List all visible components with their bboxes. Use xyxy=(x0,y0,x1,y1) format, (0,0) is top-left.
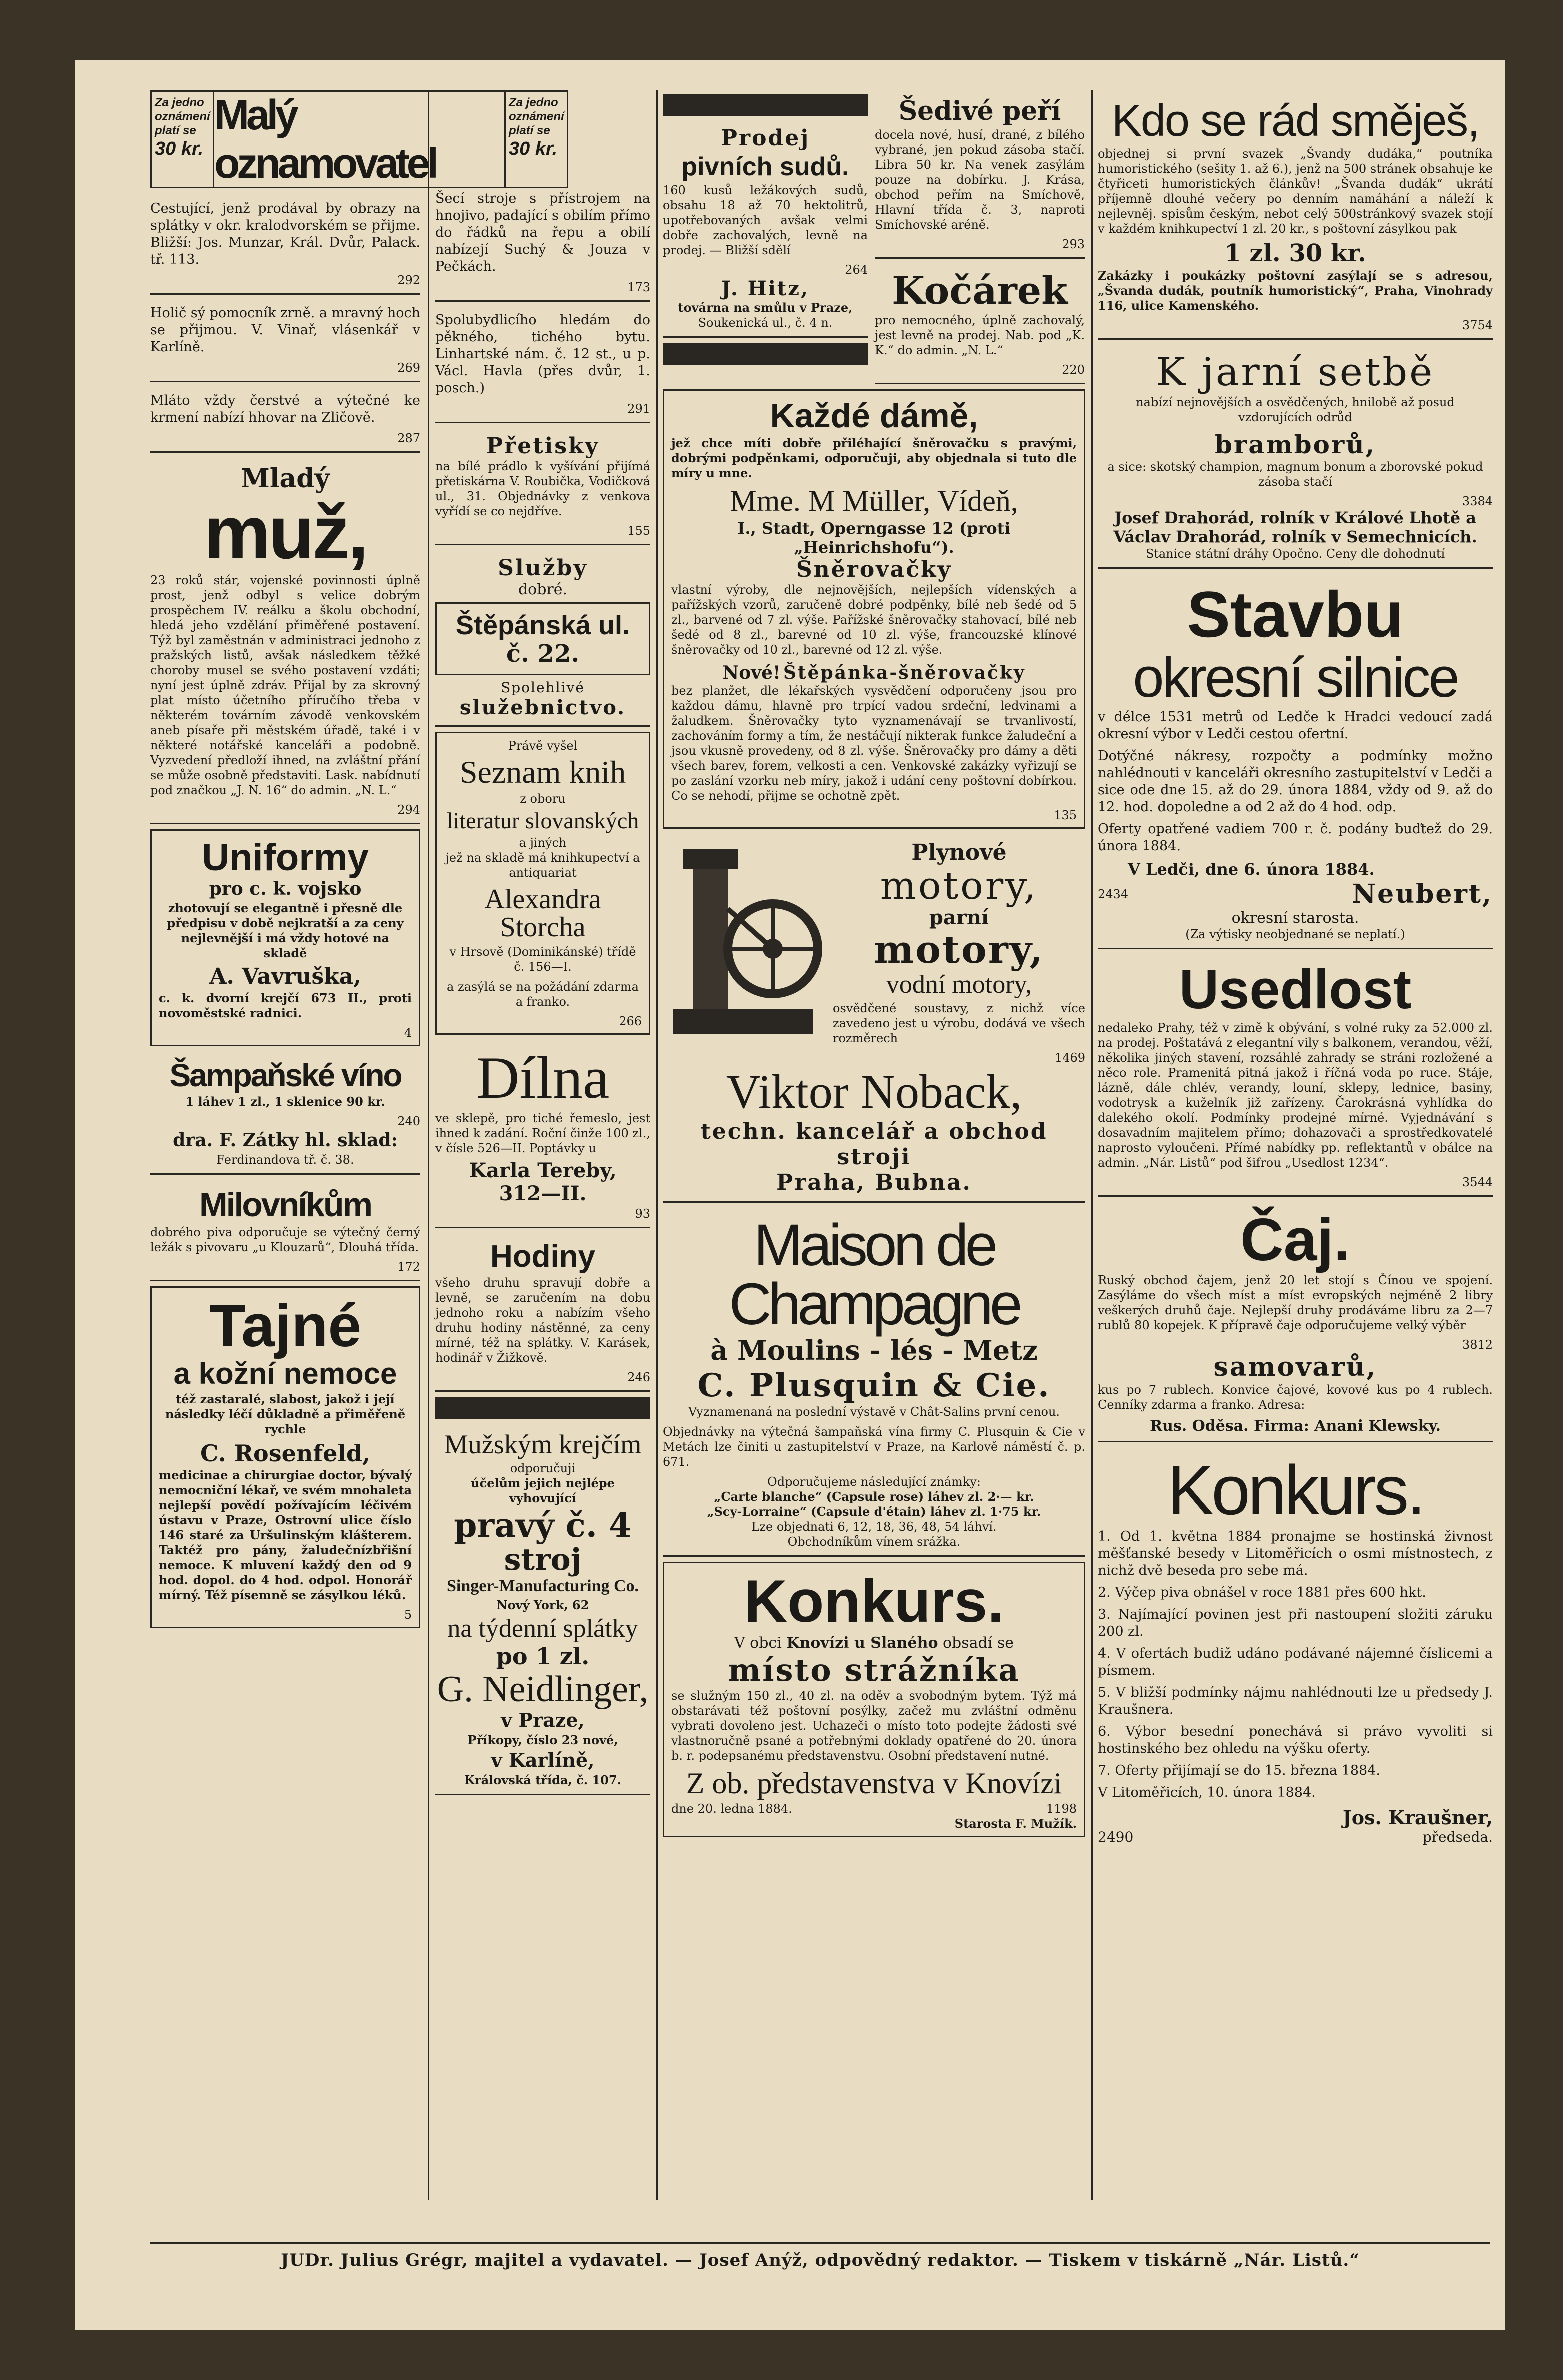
column-3 xyxy=(663,90,1085,1842)
divider-bar xyxy=(663,94,868,116)
section-title: Malý oznamovatel xyxy=(214,91,436,187)
classified-ad: Šecí stroje s přístrojem na hnojivo, padající s obilím přímo do řádků na řepu a obilí nabízejí Suchý & Jouza v Pečkách. 173 xyxy=(435,185,650,302)
classified-ad: Spolubydlicího hledám do pěkného, tichého bytu. Linhartské nám. č. 12 st., u p. Václ. Havla (přes dvůr, 1. posch.) 291 xyxy=(435,307,650,423)
tavern-lease-ad: Konkurs. 1. Od 1. května 1884 pronajme se hostinská živnost měšťanské besedy v Litoměřicích o osmi místnostech, z nichž dvě beseda pro sebe má. 2. Výčep piva obnášel v roce 1881 přes 600 hkt. 3. Najímající povinen jest při nastoupení složiti záruku 200 zl. 4. V ofertách budiž udáno podávané nájemné číslicemi a písmem. 5. V bližší podmínky nájmu nahlédnouti lze u předsedy J. Kraušnera. 6. Výbor besední ponechává si právo vyvoliti si hostinského bez ohledu na výšku oferty. 7. Oferty přijímají se do 15. března 1884. V Litoměřicích, 10. února 1884. Jos. Kraušner, 2490 předseda. xyxy=(1098,1451,1493,1845)
feather-ad: Šedivé peří docela nové, husí, drané, z bílého vybrané, jen pokud zásoba stačí. Libra 50 kr. Na venek zasýlám pouze na dobírku. J. Krása, obchod peřím na Smíchově, Hlavní třída č. 3, naproti Smíchovské aréně. 293 xyxy=(875,90,1085,259)
column-rule xyxy=(1091,90,1093,2200)
divider-bar xyxy=(435,1397,650,1419)
champagne-ad: Šampaňské víno 1 láhev 1 zl., 1 sklenice 90 kr. 240 dra. F. Zátky hl. sklad: Ferdinandova tř. č. 38. xyxy=(150,1051,420,1175)
divider-bar xyxy=(663,343,868,365)
job-seeker-ad: Mladý muž, 23 roků stár, vojenské povinnosti úplně prost, jenž odbyl s velice dobrým prospěchem IV. reálku a školu obchodní, hledá jeho vzdělání přiměřené postavení. Týž byl zaměstnán v administraci jednoho z pražských listů, avšak následkem těžké choroby musel se svého postavení vzdáti; nyní jest úplně zdráv. Přijal by za skrovný plat místo účetního příručího třeba v některém továrním závodě venkovském aneb písaře při městském úřadě, také i v některé notářské kanceláři a podobně. Vyzvedení předloží ihned, na zvláštní přání se může osobně představiti. Lask. nabídnutí pod značkou „J. N. 16“ do admin. „N. L.“ 294 xyxy=(150,458,420,824)
classified-ad: Holič sý pomocník zrně. a mravný hoch se přijmou. V. Vinař, vlásenkář v Karlíně. 269 xyxy=(150,300,420,382)
workshop-ad: Dílna ve sklepě, pro tiché řemeslo, jest ihned k zadání. Roční činže 100 zl., v čísle 526—II. Poptávky u Karla Tereby, 312—II. 93 xyxy=(435,1040,650,1228)
classified-ad: Cestující, jenž prodával by obrazy na splátky v okr. kralodvorském se přijme. Bližší: Jos. Munzar, Král. Dvůr, Palack. tř. 113. 292 xyxy=(150,195,420,295)
imprint-footer: JUDr. Julius Grégr, majitel a vydavatel. — Josef Anýž, odpovědný redaktor. — Tiskem v tiskárně „Nár. Listů.“ xyxy=(150,2242,1490,2270)
clock-ad: Hodiny všeho druhu spravují dobře a levně, se zaručením na dobu jednoho roku a nabízím všeho druhu hodiny nástěnné, za ceny mírné, též na splátky. V. Karásek, hodinář v Žižkově. 246 xyxy=(435,1233,650,1392)
price-box-left: Za jedno oznámení platí se 30 kr. xyxy=(152,92,214,187)
newspaper-page xyxy=(75,60,1505,2330)
uniform-ad: Uniformy pro c. k. vojsko zhotovují se elegantně i přesně dle předpisu v době nejkratší a za ceny nejlevnější i má vždy hotové na skladě A. Vavruška, c. k. dvorní krejčí 673 II., proti novoměstské radnici. 4 xyxy=(150,829,420,1046)
column-rule xyxy=(656,90,658,2200)
classified-ad: Mláto vždy čerstvé a výtečné ke krmení nabízí hhovar na Zličově. 287 xyxy=(150,387,420,453)
beer-ad: Milovníkům dobrého piva odporučuje se výtečný černý ležák s pivovaru „u Klouzarů“, Dlouhá třída. 172 xyxy=(150,1180,420,1281)
estate-ad: Usedlost nedaleko Prahy, též v zimě k obývání, s volné ruky za 52.000 zl. na prodej. Poštatává z elegantní vily s balkonem, verandou, věží, několika jiných stavení, rozsáhlé zahrady se stráni rozložené a něco role. Pramenitá pitná jakož i říčná voda po ruce. Stáje, lázně, dále chlév, verandy, louní, sklepy, lednice, basiny, vodotrysk a kuželník již zařízeny. Čarokrásná vyhlídka do dalekého okolí. Podmínky prodejné mírné. Vyjednávání s dosavadním majitelem přímo; dohazovači a sprostředkovatelé naprosto vyloučeni. Přímé nabídky pp. reflektantů v obálce na admin. „Nár. Listů“ pod šifrou „Usedlost 1234“. 3544 xyxy=(1098,954,1493,1197)
motor-ad: Plynové motory, parní motory, vodní motory, osvědčené soustavy, z nichž více zavedeno jest u výrobu, dodává ve všech rozměrech 1469 Viktor Noback, techn. kancelář a obchod stroji Praha, Bubna. xyxy=(663,834,1085,1203)
embroidery-ad: Přetisky na bílé prádlo k vyšívání přijímá přetiskárna V. Roubička, Vodičková ul., 31. Objednávky z venkova vyřídí se co nejdříve. 155 xyxy=(435,428,650,545)
sewing-machine-ad: Mužským krejčím odporučuji účelům jejich nejlépe vyhovující pravý č. 4 stroj Singer-Manufacturing Co. Nový York, 62 na týdenní splátky po 1 zl. G. Neidlinger, v Praze, Příkopy, číslo 23 nové, v Karlíně, Královská třída, č. 107. xyxy=(435,1423,650,1795)
humor-book-ad: Kdo se rád směješ, objednej si první svazek „Švandy dudáka,“ poutníka humoristického (sešity 1. až 6.), jenž na 500 stránek obsahuje ke čtyřiceti humoristických článkův! „Švanda dudák“ ukrátí příjemně dlouhé večery po denním namáhání a náleží k nejlevněj. spisům českým, nebot celý 500stránkový svazek stojí v každém knihkupectví 1 zl. 20 kr., s poštovní zásylkou pak 1 zl. 30 kr. Zakázky i poukázky poštovní zasýlají se s adresou, „Švanda dudák, poutník humoristický“, Praha, Vinohrady 116, ulice Kamenského. 3754 xyxy=(1098,90,1493,340)
competition-ad: Konkurs. V obci Knovízi u Slaného obsadí se místo strážníka se služným 150 zl., 40 zl. na oděv a svobodným bytem. Týž má obstarávati též poštovní posýlky, začež mu zvláštní odměnu vybrati dovoleno jest. Uchazeči o místo toto podejte žádosti své vlastnoručně psané a potřebnými doklady opatřené do 20. února b. r. podepsanému představenstvu. Osobní představení nutné. Z ob. představenstva v Knovízi dne 20. ledna 1884. 1198 Starosta F. Mužík. xyxy=(663,1562,1085,1837)
column-rule xyxy=(428,90,429,2200)
small-ads-header xyxy=(150,90,568,188)
bookshop-ad: Právě vyšel Seznam knih z oboru literatur slovanských a jiných jež na skladě má knihkupectví a antiquariat Alexandra Storcha v Hrsově (Dominikánské) třídě č. 156—I. a zasýlá se na požádání zdarma a franko. 266 xyxy=(435,732,650,1035)
corset-ad: Každé dámě, jež chce míti dobře přiléhající šněrovačku s pravými, dobrými podpěnkami, odporučuji, aby objednala si tuto dle míry u mne. Mme. M Müller, Vídeň, I., Stadt, Operngasse 12 (proti „Heinrichshofu“). Šněrovačky vlastní výroby, dle nejnovějších, nejlepších vídenských a pařížských vzorů, zaručeně dobré podpěnky, bílé neb šedé od 5 zl., barvené od 7 zl. výše. Pařížské šněrovačky stahovací, bílé neb šedé od 8 zl., barevné od 10 zl. výše, francouzské klínové šněrovačky od 10 zl., barevné od 12 zl. výše. Nové! Štěpánka-šněrovačky bez planžet, dle lékařských vysvědčení odporučeny jsou pro každou dámu, hlavně pro trpící vadou srdeční, ledvinami a žaludkem. Šněrovačky tyto vyznamenávají se trvanlivostí, zachováním formy a tím, že nestáčují nikterak funkce žaludeční a jsou vkusně provedeny, od 8 zl. výše. Šněrovačky pro dámy a děti všech barev, forem, velkosti a cen. Venkovské zakázky vyřizují se po zaslání vzorku neb míry, jakož i udání ceny poštovní dobírkou. Co se nehodí, přijme se ochotně zpět. 135 xyxy=(663,389,1085,829)
steam-engine-illustration xyxy=(663,839,823,1049)
service-ad: Služby dobré. Štěpánská ul. č. 22. Spolehlivé služebnictvo. xyxy=(435,550,650,727)
barrel-ad: Prodej pivních sudů. 160 kusů ležákových sudů, obsahu 18 až 70 hektolitrů, upotřebovaných avšak velmi dobře zachovalých, levně na prodej. — Bližší sdělí 264 J. Hitz, továrna na smůlu v Praze, Soukenická ul., č. 4 n. xyxy=(663,120,868,338)
column-4 xyxy=(1098,90,1493,1856)
champagne-house-ad: Maison de Champagne à Moulins - lés - Metz C. Plusquin & Cie. Vyznamenaná na poslední výstavě v Chât-Salins první cenou. Objednávky na výtečná šampaňská vína firmy C. Plusquin & Cie v Metách lze činiti u zastupitelství v Praze, na Karlově náměstí č. p. 671. Odporučujeme následující známky: „Carte blanche“ (Capsule rose) láhev zl. 2·— kr. „Scy-Lorraine“ (Capsule d'étain) láhev zl. 1·75 kr. Lze objednati 6, 12, 18, 36, 48, 54 láhví. Obchodníkům vínem srážka. xyxy=(663,1208,1085,1557)
road-construction-ad: Stavbu okresní silnice v délce 1531 metrů od Ledče k Hradci vedoucí zadá okresní výbor v Ledči cestou ofertní. Dotýčné nákresy, rozpočty a podmínky možno nahlédnouti v kanceláři okresního zastupitelství v Ledči a sice ode dne 15. až do 29. února 1884, vždy od 9. až do 12. hod. dopoledne a od 2 až do 4 hod. odp. Oferty opatřené vadiem 700 r. č. podány buďtež do 29. února 1884. V Ledči, dne 6. února 1884. 2434 Neubert, okresní starosta. (Za výtisky neobjednané se neplatí.) xyxy=(1098,574,1493,949)
medical-ad: Tajné a kožní nemoce též zastaralé, slabost, jakož i její následky léčí důkladně a přiměřeně rychle C. Rosenfeld, medicinae a chirurgiae doctor, bývalý nemocniční lékař, ve svém mnohaleta nejlepší povědí požívajícím léčivém ústavu v Praze, Ostrovní ulice číslo 146 staré za Uršulinským klášterem. Taktéž pro pány, žaludečnízbřišní nemoce. K mluvení každý den od 9 hod. dopol. do 4 hod. odpol. Honorář mírný. Též písemně se zásylkou léků. 5 xyxy=(150,1286,420,1628)
price-box-right: Za jedno oznámení platí se 30 kr. xyxy=(504,92,567,187)
potato-ad: K jarní setbě nabízí nejnovějších a osvědčených, hnilobě až posud vzdorujících odrůd bramborů, a sice: skotský champion, magnum bonum a zborovské pokud zásoba stačí 3384 Josef Drahorád, rolník v Králové Lhotě a Václav Drahorád, rolník v Semechnicích. Stanice státní dráhy Opočno. Ceny dle dohodnutí xyxy=(1098,345,1493,569)
wheelchair-ad: Kočárek pro nemocného, úplně zachovalý, jest levně na prodej. Nab. pod „K. K.“ do admin. „N. L.“ 220 xyxy=(875,264,1085,384)
tea-ad: Čaj. Ruský obchod čajem, jenž 20 let stojí s Čínou ve spojení. Zasýláme do všech míst a míst evropských nejméně 2 libry veškerých druhů čaje. Nejlepší druhy prodáváme libru za 2—7 rublů 80 kopejek. K přípravě čaje odporučujeme velký výběr 3812 samovarů, kus po 7 rublech. Konvice čajové, kovové kus po 4 rublech. Cenníky zdarma a franko. Adresa: Rus. Oděsa. Firma: Anani Klewsky. xyxy=(1098,1202,1493,1442)
column-2 xyxy=(435,185,650,1800)
